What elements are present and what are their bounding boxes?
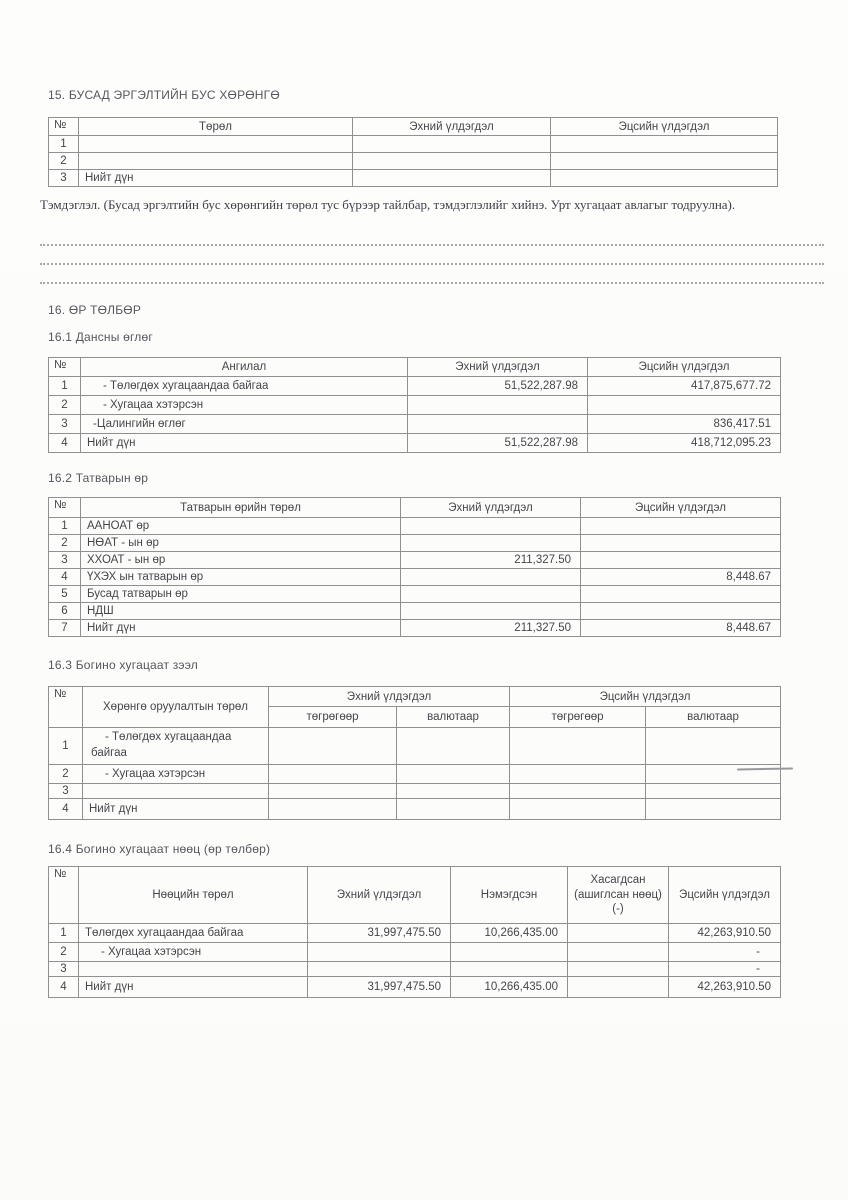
cell-no: 3 xyxy=(49,784,83,799)
column-header-type: Ангилал xyxy=(81,358,408,377)
column-header-no: № xyxy=(49,867,79,924)
column-header-end: Эцсийн үлдэгдэл xyxy=(669,867,781,924)
table-row xyxy=(49,377,781,396)
table-row xyxy=(49,136,778,153)
column-header-start: Эхний үлдэгдэл xyxy=(408,358,588,377)
cell-deducted xyxy=(568,943,669,962)
cell-label xyxy=(79,962,308,977)
cell-value xyxy=(269,784,397,799)
table-header-row xyxy=(49,867,781,924)
cell-start xyxy=(353,170,551,187)
table-row xyxy=(49,153,778,170)
table-row xyxy=(49,569,781,586)
cell-end: 836,417.51 xyxy=(588,415,781,434)
table-row xyxy=(49,415,781,434)
column-header-end: Эцсийн үлдэгдэл xyxy=(581,498,781,518)
cell-added: 10,266,435.00 xyxy=(451,977,568,998)
cell-start: 211,327.50 xyxy=(401,620,581,637)
cell-end: 42,263,910.50 xyxy=(669,977,781,998)
column-header-no: № xyxy=(49,498,81,518)
cell-label xyxy=(83,784,269,799)
cell-label: - Хугацаа хэтэрсэн xyxy=(79,943,308,962)
cell-label: НӨАТ - ын өр xyxy=(81,535,401,552)
column-header-type: Татварын өрийн төрөл xyxy=(81,498,401,518)
column-header-type: Нөөцийн төрөл xyxy=(79,867,308,924)
cell-label: Нийт дүн xyxy=(79,170,353,187)
cell-label: Нийт дүн xyxy=(79,977,308,998)
column-header-no: № xyxy=(49,118,79,136)
cell-no: 4 xyxy=(49,434,81,453)
cell-label: Нийт дүн xyxy=(83,799,269,820)
cell-label: Нийт дүн xyxy=(81,620,401,637)
table-row xyxy=(49,728,781,765)
cell-label: Нийт дүн xyxy=(81,434,408,453)
cell-label: ҮХЭХ ын татварын өр xyxy=(81,569,401,586)
cell-deducted xyxy=(568,924,669,943)
cell-start xyxy=(353,153,551,170)
cell-no: 2 xyxy=(49,153,79,170)
cell-label: -Цалингийн өглөг xyxy=(81,415,408,434)
table-row xyxy=(49,552,781,569)
cell-end xyxy=(588,396,781,415)
column-header-start: Эхний үлдэгдэл xyxy=(353,118,551,136)
cell-deducted xyxy=(568,977,669,998)
cell-label: - Төлөгдөх хугацаандаа байгаа xyxy=(83,728,269,765)
cell-added xyxy=(451,943,568,962)
cell-start xyxy=(401,518,581,535)
section-16-1-title: 16.1 Дансны өглөг xyxy=(48,330,153,344)
cell-end xyxy=(581,586,781,603)
cell-label: - Төлөгдөх хугацаандаа байгаа xyxy=(81,377,408,396)
table-row-total xyxy=(49,620,781,637)
cell-start xyxy=(401,586,581,603)
table-row xyxy=(49,943,781,962)
cell-end: 8,448.67 xyxy=(581,569,781,586)
section-15-table xyxy=(48,117,778,187)
cell-end xyxy=(581,535,781,552)
cell-value xyxy=(397,728,510,765)
cell-end: 417,875,677.72 xyxy=(588,377,781,396)
cell-value xyxy=(269,728,397,765)
section-16-2-table xyxy=(48,497,781,637)
section-16-3-table xyxy=(48,686,781,820)
cell-no: 5 xyxy=(49,586,81,603)
column-header-end-tugrik: төгрөгөөр xyxy=(510,707,646,728)
cell-start xyxy=(308,962,451,977)
cell-end xyxy=(581,603,781,620)
column-header-start-group: Эхний үлдэгдэл xyxy=(269,687,510,707)
cell-value xyxy=(510,784,646,799)
note-text: Тэмдэглэл. (Бусад эргэлтийн бус хөрөнгийн төрөл тус бүрээр тайлбар, тэмдэглэлийг хийнэ. Урт хугацаат авлагыг тодруулна). xyxy=(40,197,736,212)
cell-start: 31,997,475.50 xyxy=(308,924,451,943)
cell-no: 4 xyxy=(49,977,79,998)
column-header-end: Эцсийн үлдэгдэл xyxy=(588,358,781,377)
cell-label xyxy=(79,136,353,153)
cell-end: 42,263,910.50 xyxy=(669,924,781,943)
cell-end: 418,712,095.23 xyxy=(588,434,781,453)
cell-no: 2 xyxy=(49,943,79,962)
column-header-end: Эцсийн үлдэгдэл xyxy=(551,118,778,136)
table-row xyxy=(49,784,781,799)
table-row-total xyxy=(49,977,781,998)
section-16-3-title: 16.3 Богино хугацаат зээл xyxy=(48,658,199,672)
table-row-total xyxy=(49,799,781,820)
cell-start xyxy=(353,136,551,153)
column-header-start-currency: валютаар xyxy=(397,707,510,728)
cell-start xyxy=(401,535,581,552)
section-16-1-table xyxy=(48,357,781,453)
cell-value xyxy=(510,728,646,765)
table-row xyxy=(49,924,781,943)
table-row xyxy=(49,535,781,552)
cell-value xyxy=(269,765,397,784)
table-row-total xyxy=(49,170,778,187)
section-15-title: 15. БУСАД ЭРГЭЛТИЙН БУС ХӨРӨНГӨ xyxy=(48,88,280,102)
dotted-writing-line xyxy=(40,244,824,246)
cell-value xyxy=(510,799,646,820)
cell-no: 2 xyxy=(49,535,81,552)
cell-start: 51,522,287.98 xyxy=(408,377,588,396)
cell-no: 1 xyxy=(49,136,79,153)
column-header-end-group: Эцсийн үлдэгдэл xyxy=(510,687,781,707)
cell-label: НДШ xyxy=(81,603,401,620)
cell-value xyxy=(397,784,510,799)
cell-start xyxy=(308,943,451,962)
table-header-row xyxy=(49,498,781,518)
column-header-no: № xyxy=(49,358,81,377)
dotted-writing-line xyxy=(40,282,824,284)
cell-start: 51,522,287.98 xyxy=(408,434,588,453)
table-row xyxy=(49,962,781,977)
cell-no: 1 xyxy=(49,924,79,943)
cell-start xyxy=(408,396,588,415)
cell-end: - xyxy=(669,962,781,977)
cell-no: 2 xyxy=(49,396,81,415)
cell-no: 1 xyxy=(49,377,81,396)
table-row xyxy=(49,396,781,415)
cell-start xyxy=(401,569,581,586)
table-row xyxy=(49,765,781,784)
cell-no: 6 xyxy=(49,603,81,620)
column-header-deducted: Хасагдсан (ашиглсан нөөц) (-) xyxy=(568,867,669,924)
table-header-row xyxy=(49,118,778,136)
table-header-row xyxy=(49,687,781,707)
cell-value xyxy=(269,799,397,820)
cell-value xyxy=(646,784,781,799)
cell-start: 31,997,475.50 xyxy=(308,977,451,998)
cell-start xyxy=(401,603,581,620)
cell-no: 3 xyxy=(49,170,79,187)
table-row-total xyxy=(49,434,781,453)
cell-no: 3 xyxy=(49,552,81,569)
cell-end: - xyxy=(669,943,781,962)
section-16-2-title: 16.2 Татварын өр xyxy=(48,471,149,485)
column-header-no: № xyxy=(49,687,83,728)
table-row xyxy=(49,603,781,620)
cell-label: - Хугацаа хэтэрсэн xyxy=(83,765,269,784)
cell-no: 7 xyxy=(49,620,81,637)
cell-no: 3 xyxy=(49,962,79,977)
cell-label: ААНОАТ өр xyxy=(81,518,401,535)
cell-added: 10,266,435.00 xyxy=(451,924,568,943)
dotted-writing-line xyxy=(40,263,824,265)
cell-end xyxy=(581,518,781,535)
cell-value xyxy=(397,799,510,820)
cell-value xyxy=(397,765,510,784)
cell-label: Бусад татварын өр xyxy=(81,586,401,603)
cell-end: 8,448.67 xyxy=(581,620,781,637)
section-16-title: 16. ӨР ТӨЛБӨР xyxy=(48,303,142,317)
cell-end xyxy=(551,153,778,170)
cell-value xyxy=(646,728,781,765)
column-header-start: Эхний үлдэгдэл xyxy=(401,498,581,518)
column-header-type: Хөрөнгө оруулалтын төрөл xyxy=(83,687,269,728)
cell-no: 3 xyxy=(49,415,81,434)
table-header-row xyxy=(49,358,781,377)
cell-value xyxy=(646,799,781,820)
cell-value xyxy=(510,765,646,784)
column-header-type: Төрөл xyxy=(79,118,353,136)
cell-start xyxy=(408,415,588,434)
cell-label: - Хугацаа хэтэрсэн xyxy=(81,396,408,415)
cell-start: 211,327.50 xyxy=(401,552,581,569)
cell-end xyxy=(581,552,781,569)
cell-added xyxy=(451,962,568,977)
cell-deducted xyxy=(568,962,669,977)
table-row xyxy=(49,586,781,603)
column-header-start: Эхний үлдэгдэл xyxy=(308,867,451,924)
cell-end xyxy=(551,170,778,187)
cell-label: Төлөгдөх хугацаандаа байгаа xyxy=(79,924,308,943)
cell-end xyxy=(551,136,778,153)
column-header-start-tugrik: төгрөгөөр xyxy=(269,707,397,728)
cell-label xyxy=(79,153,353,170)
cell-no: 4 xyxy=(49,569,81,586)
section-16-4-title: 16.4 Богино хугацаат нөөц (өр төлбөр) xyxy=(48,842,271,856)
section-16-4-table xyxy=(48,866,781,998)
cell-no: 1 xyxy=(49,518,81,535)
cell-label: ХХОАТ - ын өр xyxy=(81,552,401,569)
column-header-end-currency: валютаар xyxy=(646,707,781,728)
cell-no: 2 xyxy=(49,765,83,784)
table-row xyxy=(49,518,781,535)
cell-no: 4 xyxy=(49,799,83,820)
cell-no: 1 xyxy=(49,728,83,765)
column-header-added: Нэмэгдсэн xyxy=(451,867,568,924)
